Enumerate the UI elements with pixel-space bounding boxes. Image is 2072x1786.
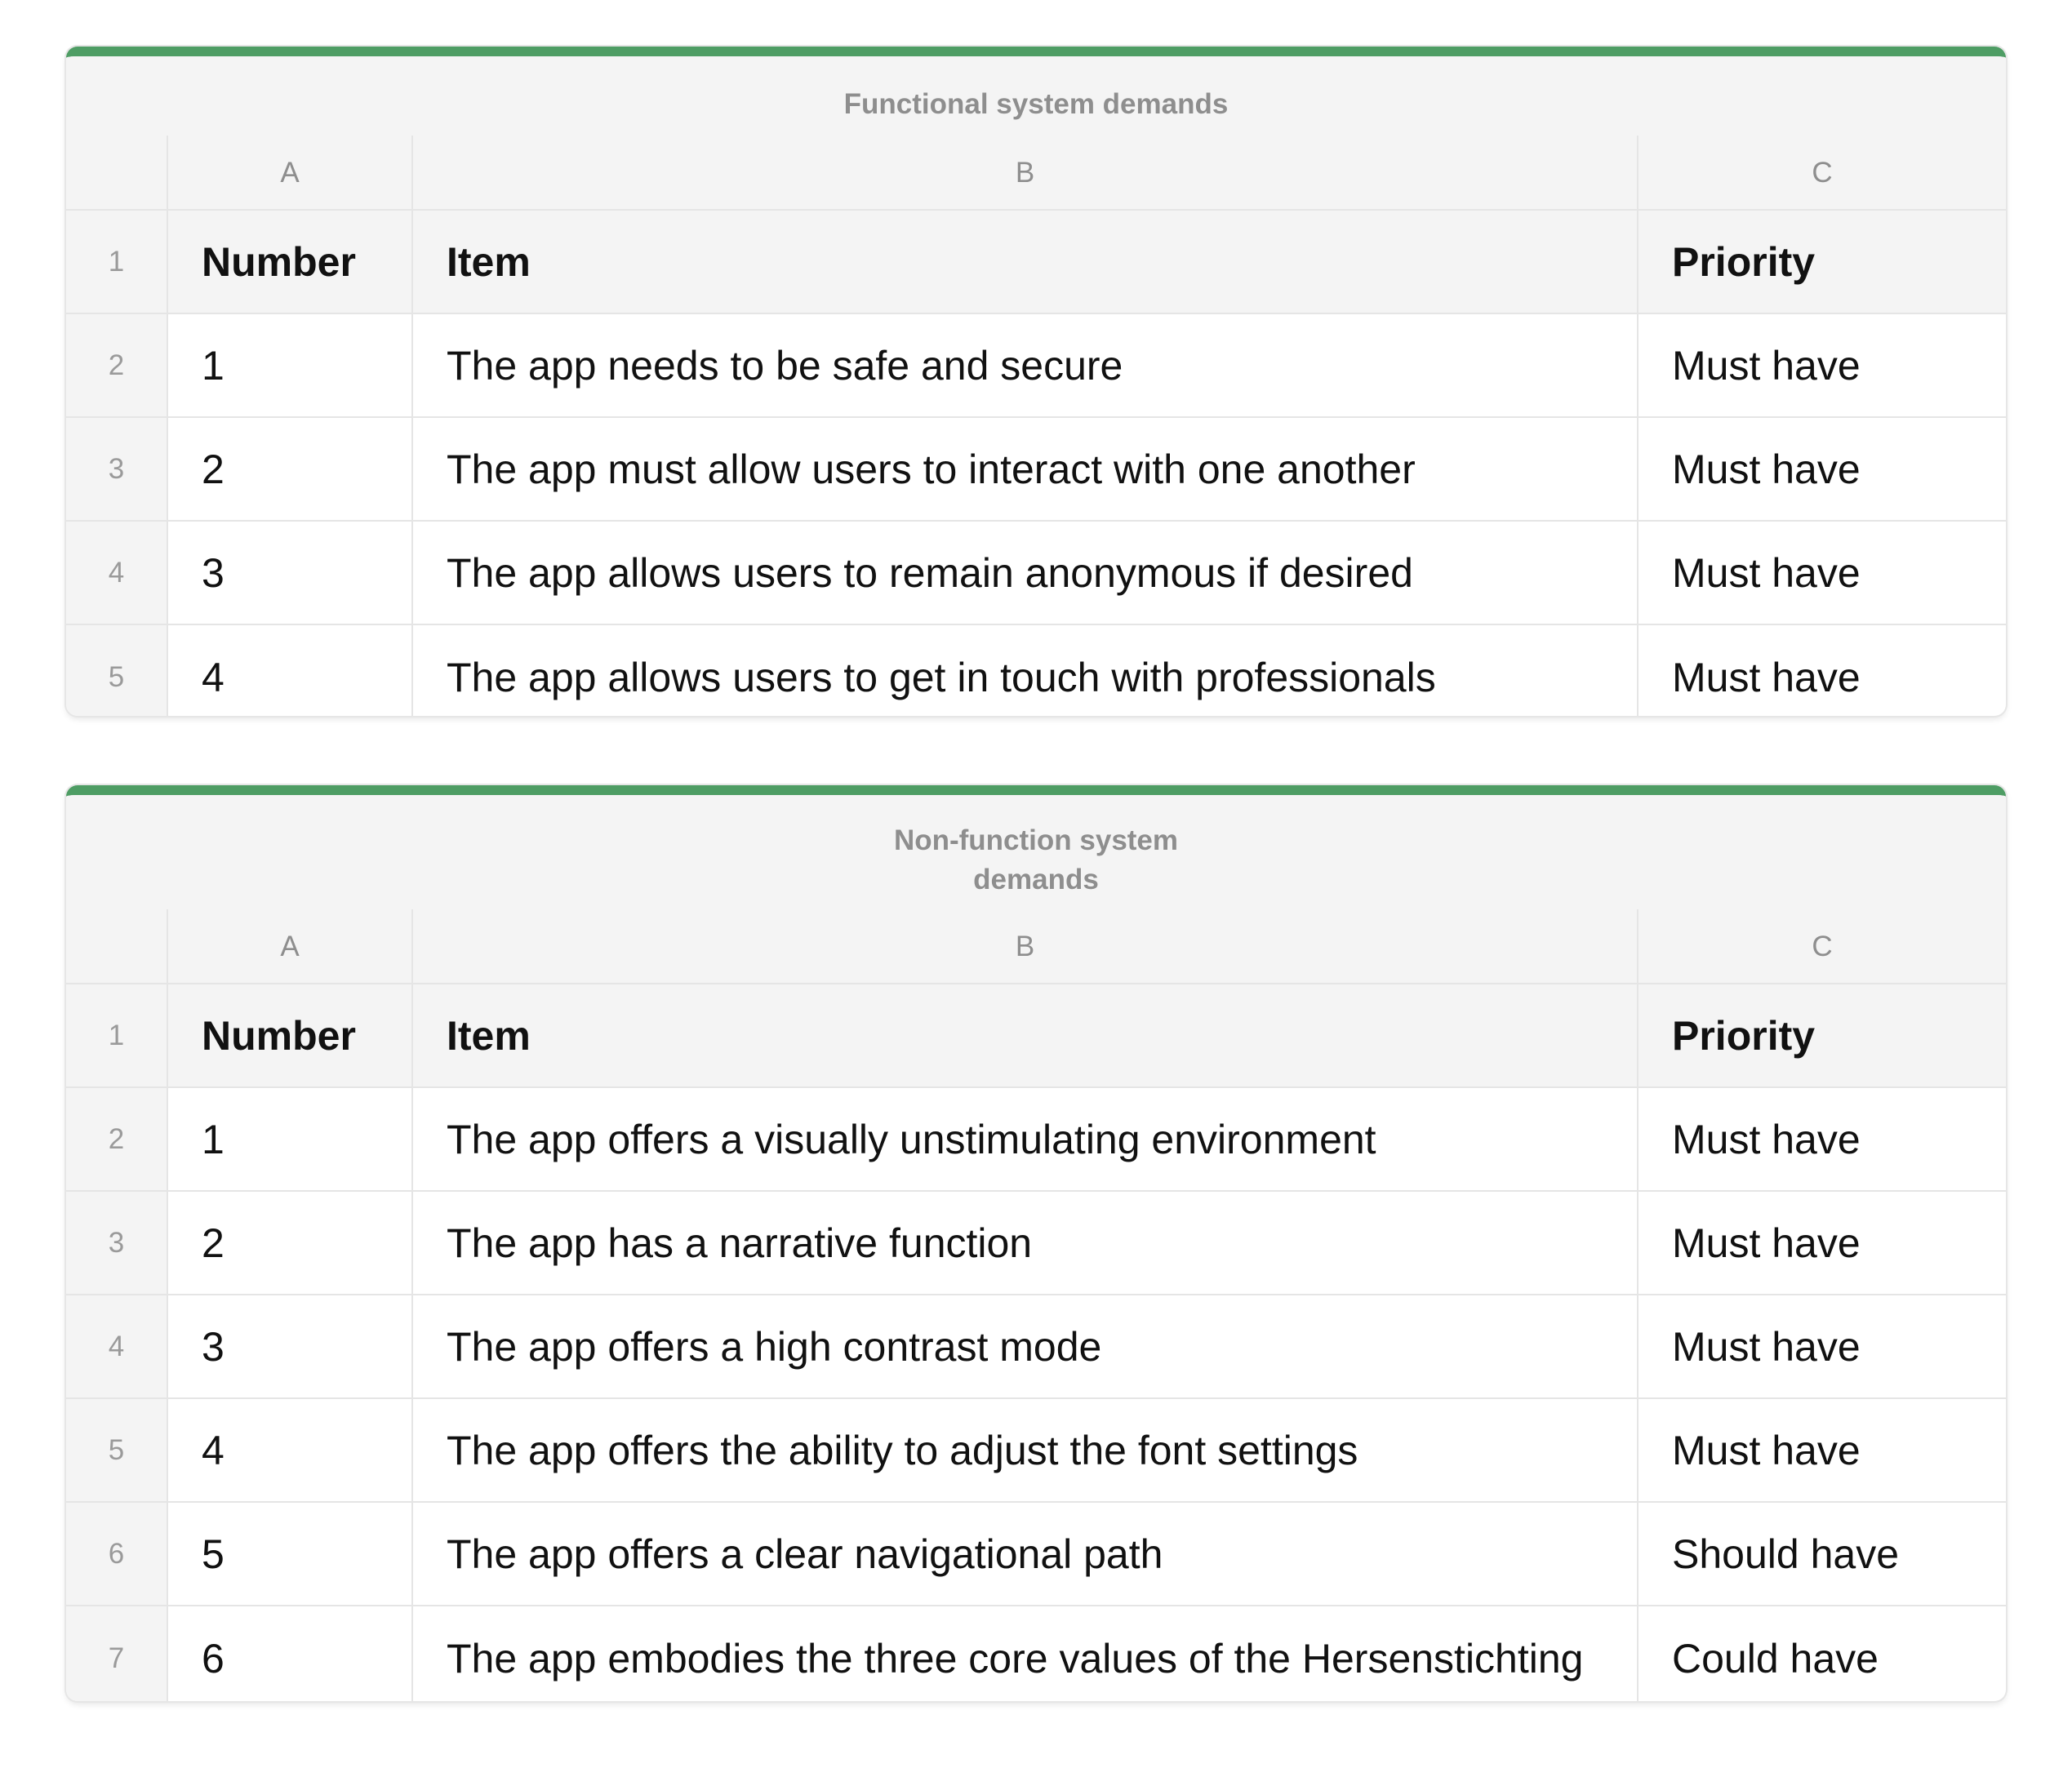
cell-number[interactable]: 3 (168, 1295, 413, 1399)
cell-priority[interactable]: Could have (1672, 1635, 1879, 1682)
cell-number[interactable]: 1 (168, 1088, 413, 1192)
table-row (66, 1606, 2006, 1701)
column-header-b[interactable]: B (413, 136, 1638, 211)
cell-item[interactable]: The app allows users to remain anonymous if desired (413, 522, 1638, 625)
header-cell-number[interactable]: Number (168, 211, 413, 314)
cell-priority[interactable]: Must have (1638, 522, 2006, 625)
cell-item[interactable]: The app has a narrative function (413, 1192, 1638, 1295)
cell-item[interactable]: The app must allow users to interact with one another (413, 418, 1638, 522)
row-index[interactable]: 4 (66, 522, 168, 625)
functional-demands-table (66, 47, 2006, 716)
cell-priority[interactable]: Must have (1638, 1088, 2006, 1192)
table-grid (66, 909, 2006, 1701)
row-index[interactable]: 1 (66, 984, 168, 1088)
table-title: Non-function system demands (66, 795, 2006, 909)
row-index[interactable]: 3 (66, 418, 168, 522)
cell-item[interactable]: The app offers a high contrast mode (413, 1295, 1638, 1399)
row-index[interactable]: 4 (66, 1295, 168, 1399)
cell-item[interactable]: The app offers a clear navigational path (413, 1503, 1638, 1606)
table-row (66, 625, 2006, 716)
header-cell-item[interactable]: Item (413, 984, 1638, 1088)
header-row (66, 984, 2006, 1088)
non-functional-demands-table (66, 785, 2006, 1701)
cell-number[interactable]: 2 (168, 1192, 413, 1295)
cell-item[interactable]: The app needs to be safe and secure (413, 314, 1638, 418)
row-index[interactable]: 1 (66, 211, 168, 314)
cell-number[interactable]: 3 (168, 522, 413, 625)
table-row (66, 314, 2006, 418)
table-row (66, 418, 2006, 522)
cell-item[interactable]: The app offers a visually unstimulating environment (413, 1088, 1638, 1192)
row-index[interactable]: 5 (66, 1399, 168, 1503)
row-index[interactable]: 5 (66, 625, 168, 716)
header-cell-priority[interactable]: Priority (1638, 984, 2006, 1088)
cell-item[interactable]: The app embodies the three core values of the Hersenstichting (413, 1606, 1638, 1701)
table-row (66, 522, 2006, 625)
cell-item[interactable]: The app offers the ability to adjust the font settings (413, 1399, 1638, 1503)
column-header-c[interactable]: C (1638, 136, 2006, 211)
table-title: Functional system demands (66, 56, 2006, 136)
header-cell-number[interactable]: Number (168, 984, 413, 1088)
corner-cell (66, 136, 168, 211)
corner-cell (66, 909, 168, 984)
table-row (66, 1192, 2006, 1295)
cell-number[interactable]: 4 (168, 625, 413, 716)
table-row (66, 1295, 2006, 1399)
cell-number[interactable]: 5 (168, 1503, 413, 1606)
row-index[interactable]: 7 (66, 1606, 168, 1701)
row-index[interactable]: 2 (66, 314, 168, 418)
table-grid (66, 136, 2006, 716)
row-index[interactable]: 2 (66, 1088, 168, 1192)
column-header-a[interactable]: A (168, 909, 413, 984)
cell-number[interactable]: 1 (168, 314, 413, 418)
header-cell-item[interactable]: Item (413, 211, 1638, 314)
row-index[interactable]: 3 (66, 1192, 168, 1295)
table-row (66, 1503, 2006, 1606)
cell-priority[interactable]: Must have (1672, 654, 1861, 700)
column-header-a[interactable]: A (168, 136, 413, 211)
cell-number[interactable]: 2 (168, 418, 413, 522)
column-letter-row (66, 909, 2006, 984)
header-cell-priority[interactable]: Priority (1638, 211, 2006, 314)
cell-priority[interactable]: Must have (1638, 1192, 2006, 1295)
header-row (66, 211, 2006, 314)
cell-priority[interactable]: Must have (1638, 1295, 2006, 1399)
column-letter-row (66, 136, 2006, 211)
cell-item[interactable]: The app allows users to get in touch with professionals (413, 625, 1638, 716)
cell-number[interactable]: 6 (168, 1606, 413, 1701)
column-header-c[interactable]: C (1638, 909, 2006, 984)
column-header-b[interactable]: B (413, 909, 1638, 984)
cell-priority[interactable]: Must have (1638, 418, 2006, 522)
cell-priority[interactable]: Must have (1638, 314, 2006, 418)
cell-number[interactable]: 4 (168, 1399, 413, 1503)
table-row (66, 1088, 2006, 1192)
table-row (66, 1399, 2006, 1503)
cell-priority[interactable]: Should have (1638, 1503, 2006, 1606)
cell-priority[interactable]: Must have (1638, 1399, 2006, 1503)
row-index[interactable]: 6 (66, 1503, 168, 1606)
